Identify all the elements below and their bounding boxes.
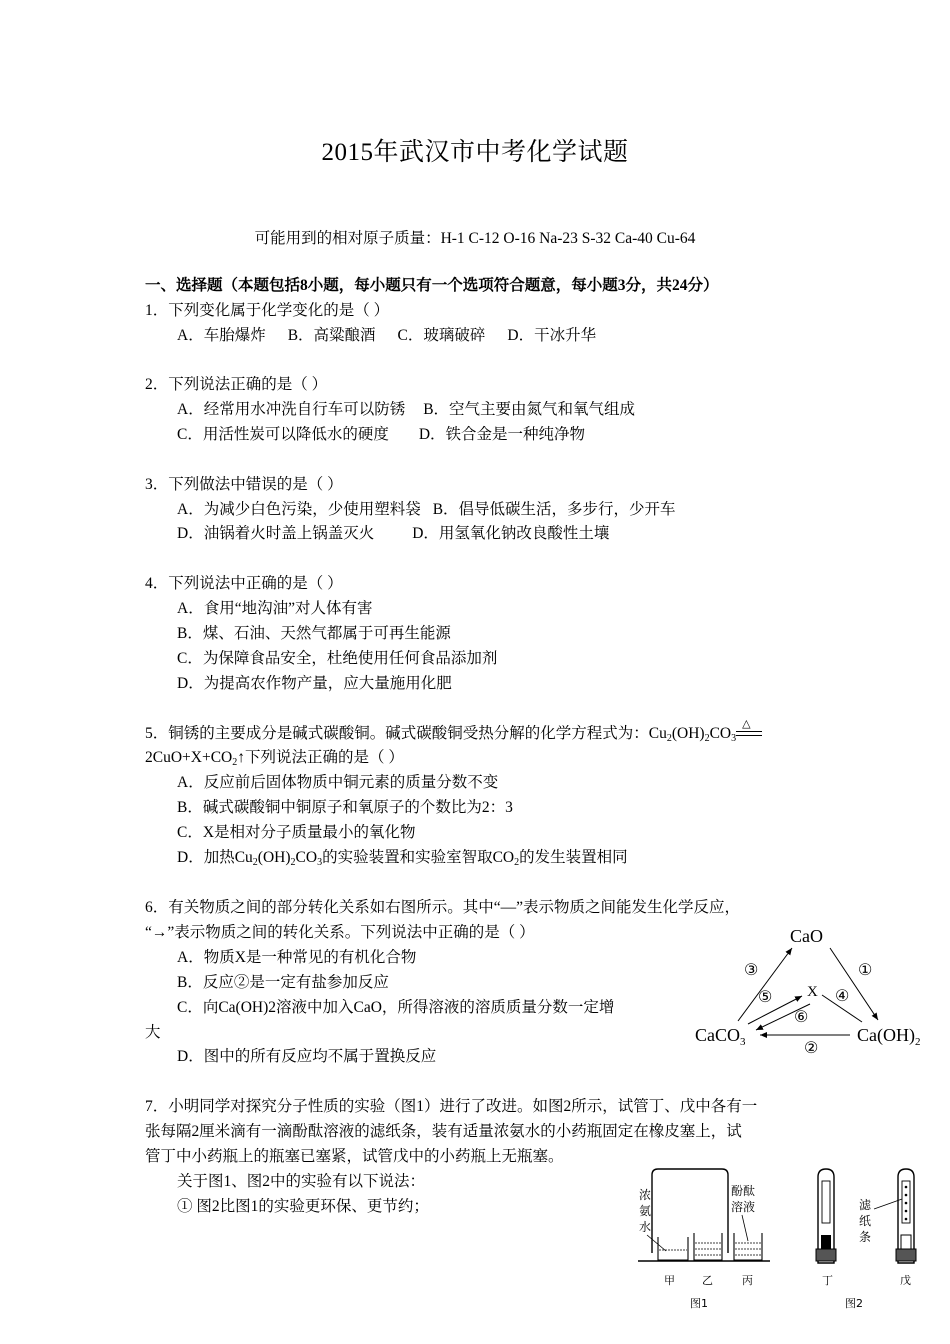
q5-sub-co2: 2 — [232, 757, 238, 768]
stopper-ding — [816, 1249, 836, 1261]
q6-option-b: B．反应②是一定有盐参加反应 — [177, 974, 389, 991]
q5-option-a: A．反应前后固体物质中铜元素的质量分数不变 — [177, 774, 499, 791]
beaker-bing — [734, 1233, 762, 1260]
q3-option-c: D．油锅着火时盖上锅盖灭火 — [177, 525, 375, 542]
q2-stem: 2．下列说法正确的是（ ） — [145, 376, 328, 393]
label-filter-2: 纸 — [859, 1214, 872, 1228]
page-title: 2015年武汉市中考化学试题 — [321, 139, 629, 166]
label-filter-1: 滤 — [859, 1198, 872, 1212]
q4-option-d: D．为提高农作物产量，应大量施用化肥 — [177, 675, 452, 692]
label-ding: 丁 — [822, 1274, 833, 1287]
atomic-masses: 可能用到的相对原子质量：H-1 C-12 O-16 Na-23 S-32 Ca-40 Cu-64 — [254, 230, 696, 247]
label-ammonia-1: 浓 — [639, 1188, 652, 1202]
q3-options-cd — [177, 524, 609, 544]
q4-stem: 4．下列说法中正确的是（ ） — [145, 575, 343, 592]
q5-oh: (OH) — [671, 725, 705, 742]
large-beaker-cover — [652, 1169, 728, 1253]
label-phenol-2: 溶液 — [731, 1200, 756, 1214]
label-6: ⑥ — [794, 1009, 809, 1026]
q4-option-a: A．食用“地沟油”对人体有害 — [177, 600, 373, 617]
molecule-experiment-figure — [630, 1165, 930, 1315]
label-fig2: 图2 — [845, 1297, 863, 1310]
q5-sub-2: 2 — [666, 733, 672, 744]
q5-d-sub2b: 2 — [290, 857, 296, 868]
q5-d-sub3: 3 — [317, 857, 323, 868]
q7-stem-4: 关于图1、图2中的实验有以下说法： — [177, 1173, 426, 1190]
label-ammonia-2: 氨 — [639, 1204, 652, 1218]
label-yi: 乙 — [702, 1274, 713, 1287]
vial-wu — [901, 1235, 911, 1249]
label-wu: 戊 — [900, 1274, 911, 1287]
q2-option-d: D．铁合金是一种纯净物 — [418, 426, 586, 443]
q5-d-oh: (OH) — [257, 849, 291, 866]
stopper-wu — [896, 1249, 916, 1261]
q2-option-c: C．用活性炭可以降低水的硬度 — [177, 426, 389, 443]
label-3: ③ — [744, 962, 759, 979]
label-5: ⑤ — [758, 989, 773, 1006]
q1-option-b: B．高粱酿酒 — [287, 327, 376, 344]
beaker-yi — [694, 1233, 722, 1260]
q5-option-b: B．碱式碳酸铜中铜原子和氧原子的个数比为2：3 — [177, 799, 513, 816]
q6-stem-1: 6．有关物质之间的部分转化关系如右图所示。其中“—”表示物质之间能发生化学反应， — [145, 899, 741, 916]
arrow-3 — [738, 948, 792, 1021]
q5-stem — [145, 718, 764, 744]
q2-option-b: B．空气主要由氮气和氧气组成 — [423, 401, 636, 418]
caoh2-label: $Ca(OH)_2$ — [857, 1025, 921, 1048]
q6-option-a: A．物质X是一种常见的有机化合物 — [177, 949, 417, 966]
filter-paper-ding — [822, 1181, 830, 1223]
section-heading: 一、选择题（本题包括8小题，每小题只有一个选项符合题意，每小题3分，共24分） — [145, 277, 719, 294]
q5-stem-text: 5．铜锈的主要成分是碱式碳酸铜。碱式碳酸铜受热分解的化学方程式为：Cu — [145, 725, 667, 742]
vial-ding — [821, 1235, 831, 1249]
q5-d-co: CO — [295, 849, 318, 866]
q4-option-b: B．煤、石油、天然气都属于可再生能源 — [177, 625, 451, 642]
q2-options-cd — [177, 425, 585, 445]
label-jia: 甲 — [664, 1274, 675, 1287]
q5-co: CO — [709, 725, 732, 742]
q6-option-c-cont: 大 — [145, 1024, 161, 1041]
q1-options — [177, 326, 596, 346]
q1-stem: 1．下列变化属于化学变化的是（ ） — [145, 302, 390, 319]
q6-option-c: C．向Ca(OH)2溶液中加入CaO，所得溶液的溶质质量分数一定增 — [177, 999, 615, 1016]
q2-options-ab — [177, 400, 635, 420]
label-bing: 丙 — [742, 1274, 753, 1287]
q7-item-1: ① 图2比图1的实验更环保、更节约； — [177, 1198, 429, 1215]
q5-d-sub2: 2 — [252, 857, 258, 868]
q5-d-mid: 的实验装置和实验室智取CO — [322, 849, 515, 866]
q1-option-a: A．车胎爆炸 — [177, 327, 266, 344]
label-2: ② — [804, 1040, 819, 1057]
q5-d-post: 的发生装置相同 — [519, 849, 628, 866]
heat-equals-sign — [736, 718, 764, 742]
label-filter-3: 条 — [859, 1230, 872, 1244]
label-phenol-1: 酚酞 — [731, 1184, 756, 1198]
q5-stem-tail: ↑下列说法正确的是（ ） — [237, 749, 404, 766]
label-4: ④ — [835, 988, 850, 1005]
label-ammonia-3: 水 — [639, 1220, 652, 1234]
q7-stem-1: 7．小明同学对探究分子性质的实验（图1）进行了改进。如图2所示，试管丁、戊中各有一 — [145, 1098, 758, 1115]
q3-option-d: D．用氢氧化钠改良酸性土壤 — [412, 525, 610, 542]
q3-stem: 3．下列做法中错误的是（ ） — [145, 476, 343, 493]
q3-option-b: B．倡导低碳生活，多步行，少开车 — [432, 501, 676, 518]
q7-stem-2: 张每隔2厘米滴有一滴酚酞溶液的滤纸条，装有适量浓氨水的小药瓶固定在橡皮塞上，试 — [145, 1123, 742, 1140]
q5-d-sub2c: 2 — [514, 857, 520, 868]
caco3-label: CaCO$_3$ — [695, 1025, 746, 1048]
delta-icon: △ — [742, 718, 751, 731]
q5-stem-line2 — [145, 748, 404, 768]
q5-option-d — [177, 848, 628, 868]
q5-products: 2CuO+X+CO — [145, 749, 233, 766]
reaction-diagram — [690, 918, 940, 1058]
label-1: ① — [858, 962, 873, 979]
q5-sub-3: 3 — [731, 733, 737, 744]
q6-stem-2: “→”表示物质之间的转化关系。下列说法中正确的是（ ） — [145, 924, 535, 941]
q1-option-d: D．干冰升华 — [507, 327, 597, 344]
q3-option-a: A．为减少白色污染，少使用塑料袋 — [177, 501, 421, 518]
q4-option-c: C．为保障食品安全，杜绝使用任何食品添加剂 — [177, 650, 498, 667]
x-label: X — [807, 984, 818, 1000]
q2-option-a: A．经常用水冲洗自行车可以防锈 — [177, 401, 406, 418]
q3-options-ab — [177, 500, 676, 520]
q7-stem-3: 管丁中小药瓶上的瓶塞已塞紧，试管戊中的小药瓶上无瓶塞。 — [145, 1148, 564, 1165]
q1-option-c: C．玻璃破碎 — [397, 327, 486, 344]
label-fig1: 图1 — [690, 1297, 708, 1310]
arrow-1 — [830, 948, 878, 1020]
cao-label: CaO — [790, 926, 823, 946]
q5-sub-2b: 2 — [704, 733, 710, 744]
q6-option-d: D．图中的所有反应均不属于置换反应 — [177, 1048, 437, 1065]
q5-option-c: C．X是相对分子质量最小的氧化物 — [177, 824, 416, 841]
q5-d-pre: D．加热Cu — [177, 849, 253, 866]
